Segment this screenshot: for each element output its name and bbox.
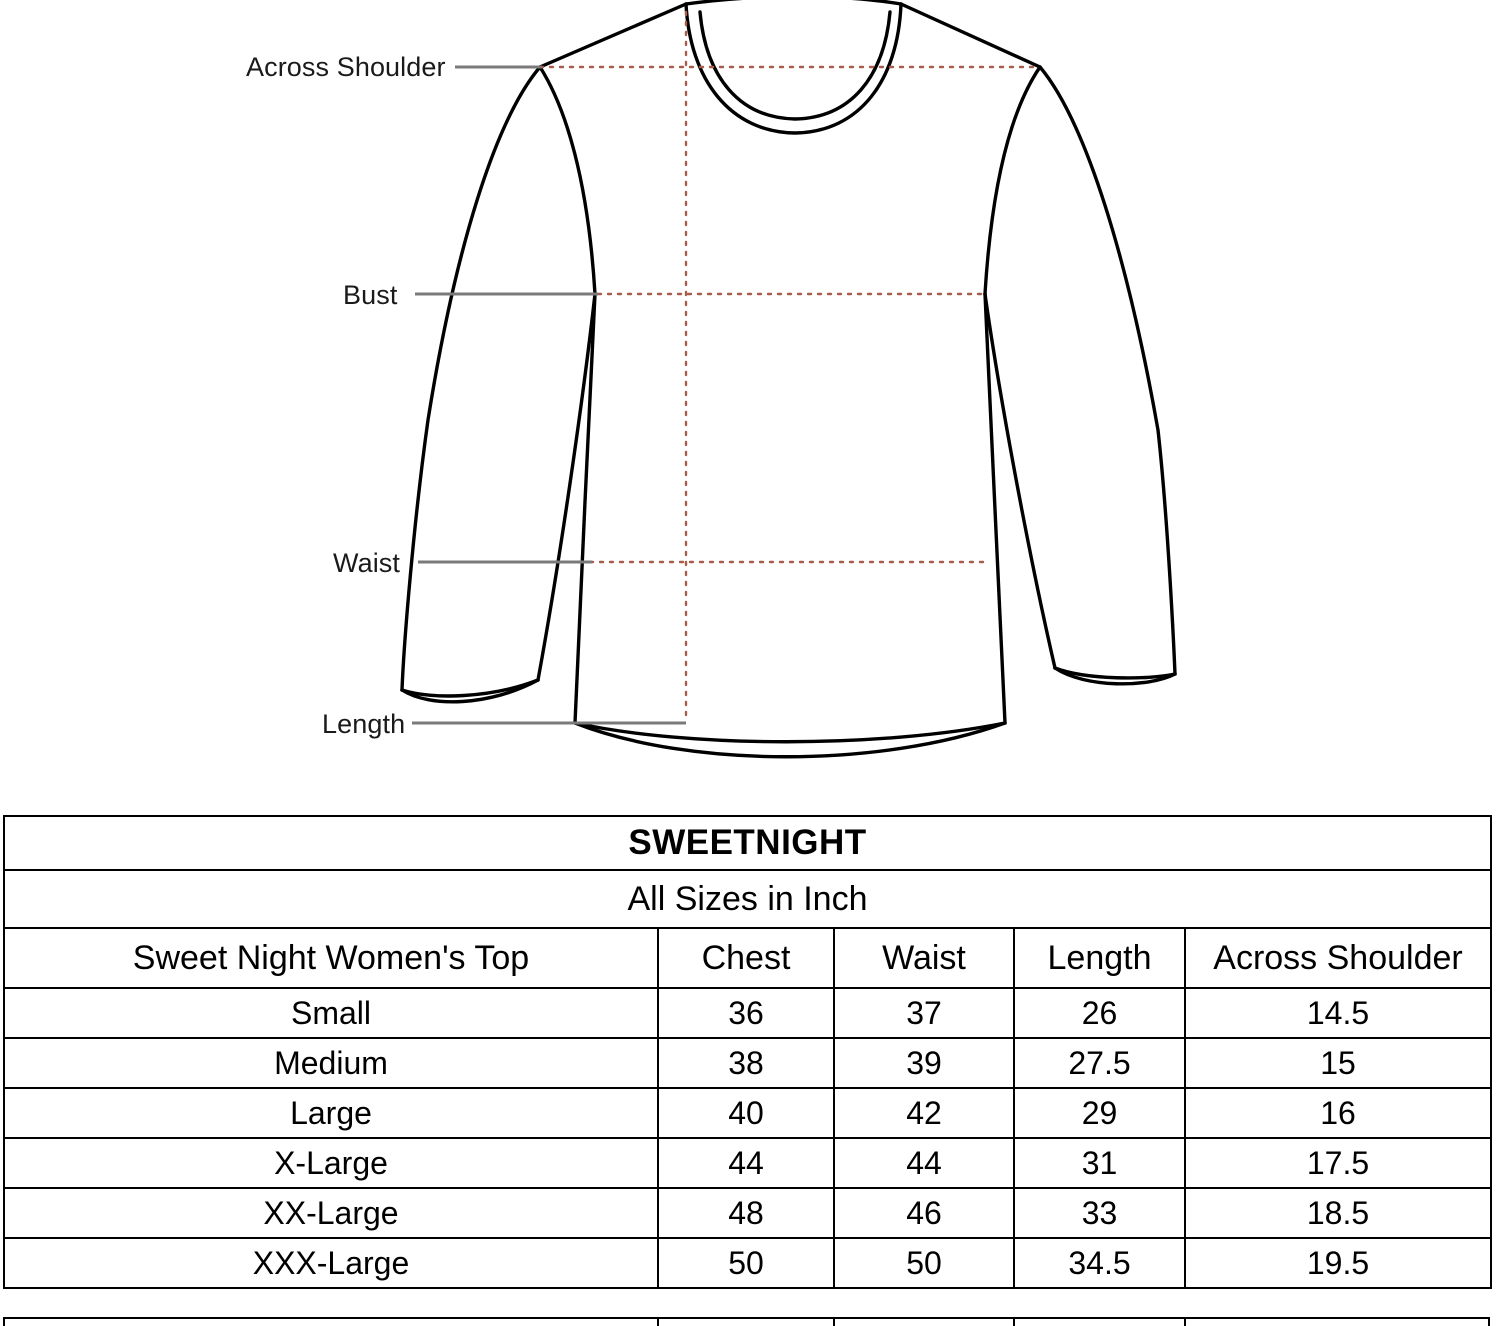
header-length: Length xyxy=(1014,928,1185,988)
cell-waist: 42 xyxy=(834,1088,1014,1138)
cell-size: Large xyxy=(4,1088,658,1138)
table-bottom-partial-row xyxy=(3,1317,1490,1326)
cell-across-shoulder: 16 xyxy=(1185,1088,1491,1138)
size-chart-body xyxy=(4,816,1491,1288)
cell-waist: 39 xyxy=(834,1038,1014,1088)
cell-across-shoulder: 18.5 xyxy=(1185,1188,1491,1238)
cell-across-shoulder: 17.5 xyxy=(1185,1138,1491,1188)
cell-length: 33 xyxy=(1014,1188,1185,1238)
table-row xyxy=(4,1088,1491,1138)
cell-across-shoulder: 19.5 xyxy=(1185,1238,1491,1288)
cell-waist: 50 xyxy=(834,1238,1014,1288)
cell-waist: 46 xyxy=(834,1188,1014,1238)
cell-chest: 40 xyxy=(658,1088,834,1138)
header-size: Sweet Night Women's Top xyxy=(4,928,658,988)
cell-length: 26 xyxy=(1014,988,1185,1038)
callout-label-waist: Waist xyxy=(333,548,400,578)
table-row xyxy=(4,988,1491,1038)
cell-length: 31 xyxy=(1014,1138,1185,1188)
cell-size: Small xyxy=(4,988,658,1038)
cell-length: 27.5 xyxy=(1014,1038,1185,1088)
cell-chest: 36 xyxy=(658,988,834,1038)
callout-label-bust: Bust xyxy=(343,280,398,310)
cell-waist: 44 xyxy=(834,1138,1014,1188)
cell-across-shoulder: 15 xyxy=(1185,1038,1491,1088)
cell-length: 34.5 xyxy=(1014,1238,1185,1288)
table-row xyxy=(4,1238,1491,1288)
brand-row xyxy=(4,816,1491,870)
size-chart-table xyxy=(3,815,1492,1289)
unit-note: All Sizes in Inch xyxy=(4,870,1491,928)
cell-chest: 48 xyxy=(658,1188,834,1238)
cell-size: X-Large xyxy=(4,1138,658,1188)
cell-size: XX-Large xyxy=(4,1188,658,1238)
cell-chest: 38 xyxy=(658,1038,834,1088)
header-across-shoulder: Across Shoulder xyxy=(1185,928,1491,988)
callout-label-length: Length xyxy=(322,709,406,739)
cell-length: 29 xyxy=(1014,1088,1185,1138)
header-chest: Chest xyxy=(658,928,834,988)
cell-waist: 37 xyxy=(834,988,1014,1038)
table-row xyxy=(4,1188,1491,1238)
cell-across-shoulder: 14.5 xyxy=(1185,988,1491,1038)
callout-label-across-shoulder: Across Shoulder xyxy=(246,52,446,82)
table-row xyxy=(4,1038,1491,1088)
column-header-row xyxy=(4,928,1491,988)
table-row xyxy=(4,1138,1491,1188)
cell-chest: 50 xyxy=(658,1238,834,1288)
cell-size: Medium xyxy=(4,1038,658,1088)
unit-note-row xyxy=(4,870,1491,928)
brand-title: SWEETNIGHT xyxy=(4,816,1491,870)
cell-size: XXX-Large xyxy=(4,1238,658,1288)
shirt-outline-icon xyxy=(402,0,1175,757)
header-waist: Waist xyxy=(834,928,1014,988)
cell-chest: 44 xyxy=(658,1138,834,1188)
